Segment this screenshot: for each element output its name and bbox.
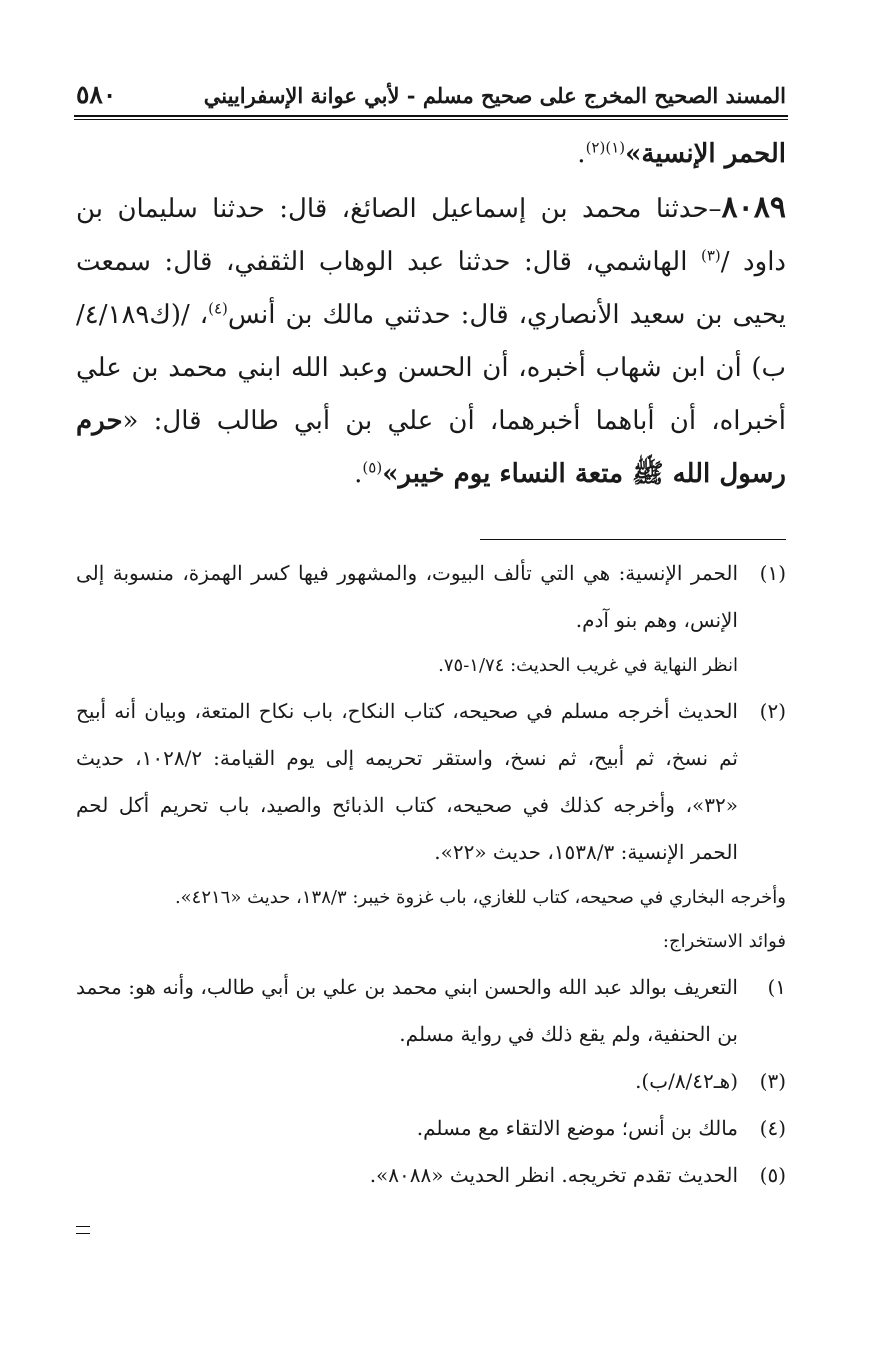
footnote-number: (٣): [759, 1069, 786, 1093]
footnote-1: [76, 550, 786, 644]
running-title: المسند الصحيح المخرج على صحيح مسلم - لأبي عوانة الإسفراييني: [203, 83, 786, 108]
footnote-number: (٢): [759, 699, 786, 723]
hadith-end: .: [354, 459, 363, 489]
footnote-text: (هـ٨/٤٢/ب).: [635, 1069, 738, 1093]
footnote-marker-5: (٥): [362, 458, 383, 477]
footnote-text: مالك بن أنس؛ موضع الالتقاء مع مسلم.: [416, 1116, 738, 1140]
footnote-number: (١): [759, 561, 786, 585]
hadith-paragraph: [76, 181, 786, 501]
fawaid-number: ١): [767, 975, 786, 999]
page-number: ٥٨٠: [76, 80, 117, 109]
footnote-text: الحمر الإنسية: هي التي تألف البيوت، والمشهور فيها كسر الهمزة، منسوبة إلى الإنس، وهم بنو آدم.: [76, 561, 738, 632]
fawaid-title: فوائد الاستخراج:: [662, 931, 786, 952]
footnote-1-reference: انظر النهاية في غريب الحديث: ١/٧٤-٧٥.: [438, 655, 738, 676]
fawaid-item-1: [76, 964, 786, 1058]
footnote-2: [76, 688, 786, 876]
footnote-5: [76, 1152, 786, 1199]
page-header: [76, 80, 786, 109]
main-text: [76, 128, 786, 501]
page-end-mark: [76, 1226, 90, 1234]
footnote-number: (٥): [759, 1163, 786, 1187]
header-rule: [74, 115, 788, 120]
hadith-matn: حرم رسول الله ﷺ متعة النساء يوم خيبر»: [76, 406, 786, 489]
continuation-line: [76, 128, 786, 181]
footnote-marker-1-2: (١)(٢): [585, 138, 626, 157]
hadith-text-2: الهاشمي، قال: حدثنا عبد الوهاب الثقفي، قال: سمعت يحيى بن سعيد الأنصاري، قال: حدثني مالك بن أنس: [76, 247, 786, 330]
fawaid-text: التعريف بوالد عبد الله والحسن ابني محمد بن علي بن أبي طالب، وأنه هو: محمد بن الحنفية، ولم يقع ذلك في رواية مسلم.: [76, 975, 738, 1046]
continuation-end: .: [577, 139, 586, 169]
continuation-bold: الحمر الإنسية»: [625, 139, 786, 169]
hadith-number: ٨٠٨٩: [721, 190, 786, 225]
footnote-marker-4: (٤): [208, 299, 228, 318]
footnote-number: (٤): [759, 1116, 786, 1140]
footnotes: [76, 550, 786, 1199]
footnote-text: الحديث تقدم تخريجه. انظر الحديث «٨٠٨٨».: [369, 1163, 738, 1187]
footnote-2-bukhari: وأخرجه البخاري في صحيحه، كتاب للغازي، باب غزوة خيبر: ١٣٨/٣، حديث «٤٢١٦».: [174, 887, 786, 908]
footnote-3: [76, 1058, 786, 1105]
footnote-text: الحديث أخرجه مسلم في صحيحه، كتاب النكاح، باب نكاح المتعة، وبيان أنه أبيح ثم نسخ، ثم أبيح، ثم نسخ، واستقر تحريمه إلى يوم القيامة: ١٠٢٨/٢، حديث «٣٢»، وأخرجه كذلك في صحيحه، كتاب الذبائح والصيد، باب تحريم أكل لحم الحمر الإنسية: ١٥٣٨/٣، حديث «٢٢».: [76, 699, 738, 864]
footnote-marker-3: (٣): [700, 246, 721, 265]
hadith-text-3: ، /(ك٤/١٨٩/ب) أن ابن شهاب أخبره، أن الحسن وعبد الله ابني محمد بن علي أخبراه، أن أباهما أخبرهما، أن علي بن أبي طالب قال: «: [76, 300, 786, 436]
footnote-4: [76, 1105, 786, 1152]
hadith-text-1: –حدثنا محمد بن إسماعيل الصائغ، قال: حدثنا سليمان بن داود /: [76, 194, 786, 277]
footnote-separator: [480, 539, 786, 540]
